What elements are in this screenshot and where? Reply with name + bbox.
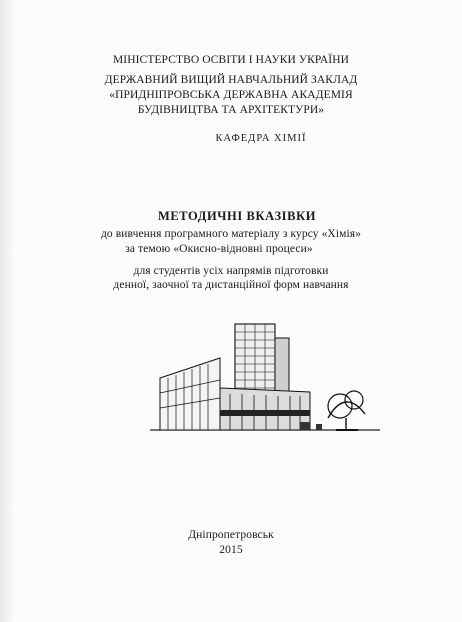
institution-name-line-1: «ПРИДНІПРОВСЬКА ДЕРЖАВНА АКАДЕМІЯ bbox=[109, 89, 353, 101]
city-line: Дніпропетровськ bbox=[188, 529, 274, 541]
year-line: 2015 bbox=[219, 544, 243, 556]
department-line: КАФЕДРА ХІМІЇ bbox=[215, 133, 307, 144]
subtitle-line-1: до вивчення програмного матеріалу з курсу «Хімія» bbox=[100, 228, 362, 240]
institution-name-line-2: БУДІВНИЦТВА ТА АРХІТЕКТУРИ» bbox=[137, 104, 325, 116]
institution-type-line: ДЕРЖАВНИЙ ВИЩИЙ НАВЧАЛЬНИЙ ЗАКЛАД bbox=[104, 74, 358, 86]
subtitle-line-2: за темою «Окисно-відновні процеси» bbox=[125, 243, 313, 255]
ministry-line: МІНІСТЕРСТВО ОСВІТИ І НАУКИ УКРАЇНИ bbox=[112, 54, 350, 66]
audience-line-1: для студентів усіх напрямів підготовки bbox=[133, 265, 329, 277]
document-title: МЕТОДИЧНІ ВКАЗІВКИ bbox=[157, 209, 317, 223]
academy-building-drawing-icon bbox=[150, 318, 380, 438]
audience-line-2: денної, заочної та дистанційної форм навчання bbox=[113, 279, 349, 291]
